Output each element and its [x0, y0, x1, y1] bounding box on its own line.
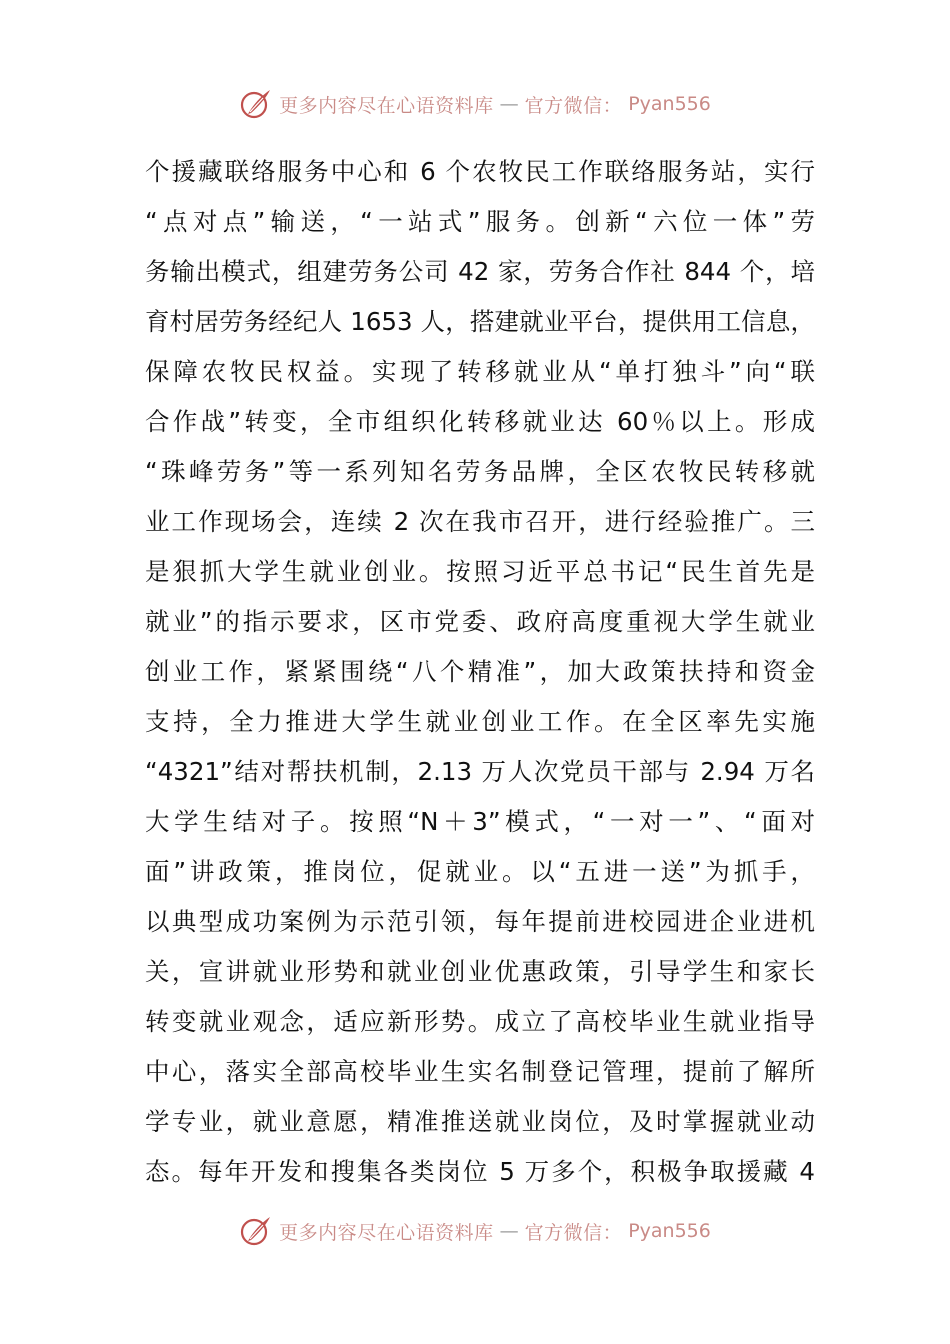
watermark-handle: Pyan556: [628, 1220, 711, 1242]
quill-logo-icon: [239, 87, 273, 121]
watermark-separator: —: [499, 1220, 519, 1242]
watermark-handle: Pyan556: [628, 93, 711, 115]
body-line: 学专业，就业意愿，精准推送就业岗位，及时掌握就业动: [145, 1107, 815, 1136]
body-line: 育村居劳务经纪人 1653 人，搭建就业平台，提供用工信息，: [145, 307, 815, 336]
body-line: 保障农牧民权益。实现了转移就业从“单打独斗”向“联: [145, 357, 815, 386]
body-line: 态。每年开发和搜集各类岗位 5 万多个，积极争取援藏 4: [145, 1157, 815, 1186]
body-line: 是狠抓大学生就业创业。按照习近平总书记“民生首先是: [145, 557, 815, 586]
body-line: “点对点”输送，“一站式”服务。创新“六位一体”劳: [145, 207, 815, 236]
watermark-official: 官方微信：: [524, 1221, 623, 1244]
watermark-separator: —: [499, 93, 519, 115]
body-line: 以典型成功案例为示范引领，每年提前进校园进企业进机: [145, 907, 815, 936]
body-line: 合作战”转变，全市组织化转移就业达 60％以上。形成: [145, 407, 815, 436]
body-line: 业工作现场会，连续 2 次在我市召开，进行经验推广。三: [145, 507, 815, 536]
body-line: 个援藏联络服务中心和 6 个农牧民工作联络服务站，实行: [145, 157, 815, 186]
body-line: 务输出模式，组建劳务公司 42 家，劳务合作社 844 个，培: [145, 257, 815, 286]
body-line: 面”讲政策，推岗位，促就业。以“五进一送”为抓手，: [145, 857, 815, 886]
watermark-header: [0, 84, 950, 124]
watermark-footer: [0, 1211, 950, 1251]
body-line: 关，宣讲就业形势和就业创业优惠政策，引导学生和家长: [145, 957, 815, 986]
document-body: [145, 147, 815, 1197]
body-line: 创业工作，紧紧围绕“八个精准”，加大政策扶持和资金: [145, 657, 815, 686]
body-line: 支持，全力推进大学生就业创业工作。在全区率先实施: [145, 707, 815, 736]
body-line: “4321”结对帮扶机制，2.13 万人次党员干部与 2.94 万名: [145, 757, 815, 786]
watermark-official: 官方微信：: [524, 94, 623, 117]
body-line: 转变就业观念，适应新形势。成立了高校毕业生就业指导: [145, 1007, 815, 1036]
body-line: 中心，落实全部高校毕业生实名制登记管理，提前了解所: [145, 1057, 815, 1086]
body-line: 就业”的指示要求，区市党委、政府高度重视大学生就业: [145, 607, 815, 636]
watermark-text: 更多内容尽在心语资料库: [279, 94, 494, 117]
watermark-text: 更多内容尽在心语资料库: [279, 1221, 494, 1244]
body-line: 大学生结对子。按照“N＋3”模式，“一对一”、“面对: [145, 807, 815, 836]
quill-logo-icon: [239, 1214, 273, 1248]
body-line: “珠峰劳务”等一系列知名劳务品牌，全区农牧民转移就: [145, 457, 815, 486]
